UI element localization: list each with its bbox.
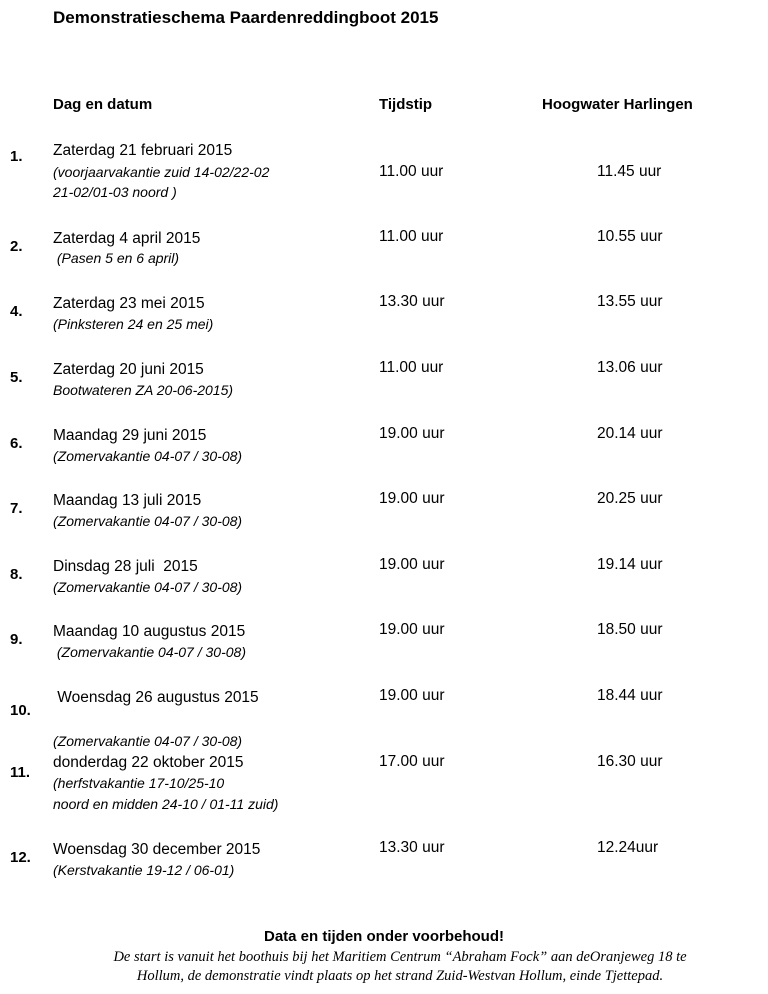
row-high-water: 12.24uur [597, 839, 659, 856]
row-note: (Zomervakantie 04-07 / 30-08) [53, 513, 243, 529]
row-note: (Pinksteren 24 en 25 mei) [53, 316, 214, 332]
row-day: Woensdag 30 december 2015 [53, 841, 261, 858]
header-time: Tijdstip [379, 96, 433, 113]
row-high-water: 13.06 uur [597, 359, 663, 376]
row-day: Maandag 10 augustus 2015 [53, 623, 246, 640]
row-number: 2. [10, 238, 23, 255]
row-day: Zaterdag 4 april 2015 [53, 230, 201, 247]
row-note: (herfstvakantie 17-10/25-10 [53, 775, 225, 791]
header-date: Dag en datum [53, 96, 153, 113]
row-time: 19.00 uur [379, 490, 445, 507]
row-number: 12. [10, 849, 31, 866]
row-day: Maandag 13 juli 2015 [53, 492, 202, 509]
row-high-water: 19.14 uur [597, 556, 663, 573]
location-line: De start is vanuit het boothuis bij het Maritiem Centrum “Abraham Fock” aan deOranjeweg 18 te [113, 949, 687, 965]
row-time: 13.30 uur [379, 839, 445, 856]
row-note: noord en midden 24-10 / 01-11 zuid) [53, 796, 279, 812]
row-high-water: 10.55 uur [597, 228, 663, 245]
row-note: (Zomervakantie 04-07 / 30-08) [53, 448, 243, 464]
row-number: 6. [10, 435, 23, 452]
row-number: 8. [10, 566, 23, 583]
row-day: Maandag 29 juni 2015 [53, 427, 207, 444]
row-note: (Kerstvakantie 19-12 / 06-01) [53, 862, 235, 878]
row-number: 7. [10, 500, 23, 517]
row-time: 11.00 uur [379, 163, 444, 180]
row-time: 11.00 uur [379, 228, 444, 245]
row-time: 19.00 uur [379, 425, 445, 442]
row-number: 11. [10, 764, 31, 781]
row-note: (Pasen 5 en 6 april) [53, 250, 180, 266]
row-high-water: 18.44 uur [597, 687, 663, 704]
row-high-water: 20.14 uur [597, 425, 663, 442]
row-day: Zaterdag 21 februari 2015 [53, 142, 233, 159]
row-note: (Zomervakantie 04-07 / 30-08) [53, 733, 243, 749]
row-day: Woensdag 26 augustus 2015 [53, 689, 259, 706]
row-time: 19.00 uur [379, 687, 445, 704]
disclaimer: Data en tijden onder voorbehoud! [263, 928, 504, 945]
location-line: Hollum, de demonstratie vindt plaats op het strand Zuid-Westvan Hollum, einde Tjettepad. [136, 968, 664, 984]
location-note [40, 948, 760, 986]
row-high-water: 16.30 uur [597, 753, 663, 770]
row-number: 4. [10, 303, 23, 320]
row-day: Zaterdag 20 juni 2015 [53, 361, 204, 378]
row-number: 10. [10, 702, 31, 719]
row-number: 1. [10, 148, 23, 165]
row-time: 19.00 uur [379, 556, 445, 573]
row-high-water: 11.45 uur [597, 163, 662, 180]
row-day: donderdag 22 oktober 2015 [53, 754, 244, 771]
row-number: 5. [10, 369, 23, 386]
row-high-water: 13.55 uur [597, 293, 663, 310]
row-note: (Zomervakantie 04-07 / 30-08) [53, 579, 243, 595]
row-time: 19.00 uur [379, 621, 445, 638]
row-time: 13.30 uur [379, 293, 445, 310]
row-note: Bootwateren ZA 20-06-2015) [53, 382, 234, 398]
page-title: Demonstratieschema Paardenreddingboot 2015 [53, 8, 439, 27]
row-day: Dinsdag 28 juli 2015 [53, 558, 198, 575]
row-high-water: 20.25 uur [597, 490, 663, 507]
header-high-water: Hoogwater Harlingen [542, 96, 693, 113]
row-time: 11.00 uur [379, 359, 444, 376]
row-high-water: 18.50 uur [597, 621, 663, 638]
row-note: (voorjaarvakantie zuid 14-02/22-02 [53, 164, 270, 180]
row-day: Zaterdag 23 mei 2015 [53, 295, 205, 312]
row-note: 21-02/01-03 noord ) [53, 184, 177, 200]
row-number: 9. [10, 631, 23, 648]
row-time: 17.00 uur [379, 753, 445, 770]
row-note: (Zomervakantie 04-07 / 30-08) [53, 644, 246, 660]
